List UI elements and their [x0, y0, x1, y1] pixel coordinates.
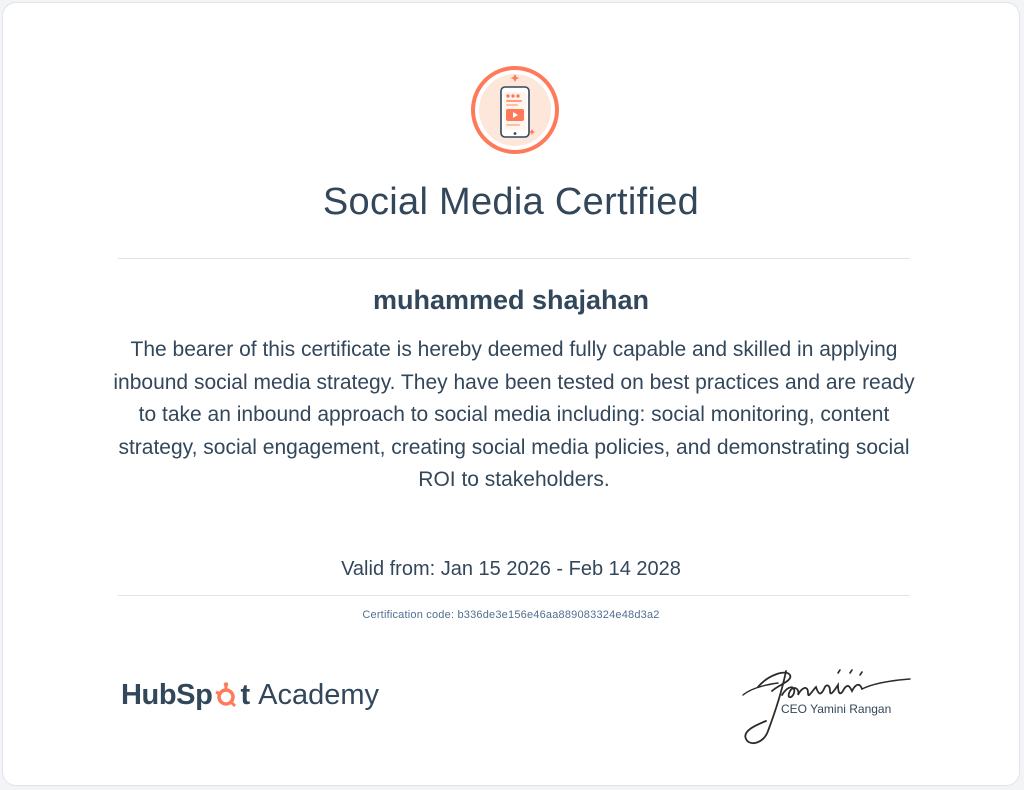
signature-title: CEO Yamini Rangan — [781, 702, 892, 716]
validity-dates: Valid from: Jan 15 2026 - Feb 14 2028 — [341, 558, 681, 580]
logo-text-t: t — [240, 678, 251, 711]
hubspot-sprocket-icon — [213, 682, 239, 708]
bottom-divider — [118, 595, 910, 596]
certificate-description: The bearer of this certificate is hereby deemed fully capable and skilled in applying inbound social media strategy. They have been tested on best practices and are ready to take an inbound approach to social media including: social monitoring, content strategy, social engagement, creating social media policies, and demonstrating social ROI to stakeholders. — [113, 338, 915, 491]
certification-code: Certification code: b336de3e156e46aa889083324e48d3a2 — [362, 609, 660, 621]
hubspot-academy-logo — [121, 675, 379, 715]
certificate-card — [2, 2, 1020, 786]
phone-social-badge-icon — [470, 65, 560, 155]
certificate-title: Social Media Certified — [322, 181, 700, 223]
recipient-name: muhammed shajahan — [372, 285, 650, 315]
logo-text-hub: HubSp — [121, 678, 213, 711]
top-divider — [118, 258, 910, 259]
logo-text-academy: Academy — [258, 678, 379, 711]
